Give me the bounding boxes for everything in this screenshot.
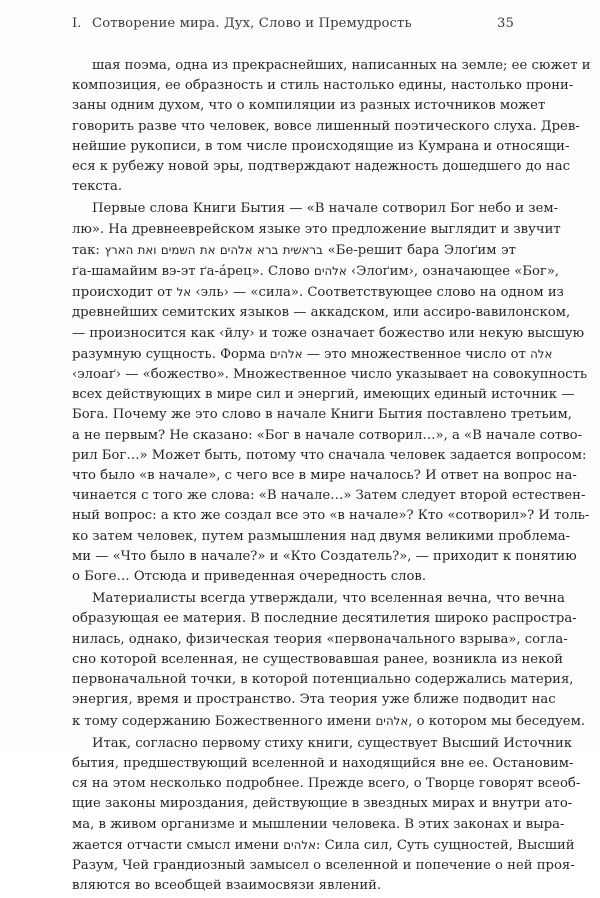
text-line: вляются во всеобщей взаимосвязи явлений. (72, 878, 382, 894)
text-line: так: בראשית ברא אלהים את השמים ואת הארץ «Бе-решит бара Элоґим эт (72, 242, 516, 258)
text-line: говорить разве что человек, вовсе лишенный поэтического слуха. Древ- (72, 118, 580, 134)
text-line: ко затем человек, путем размышления над двумя великими проблема- (72, 528, 571, 544)
text-line: щие законы мироздания, действующие в звездных мирах и внутри ато- (72, 796, 573, 812)
text-line: образующая ее материя. В последние десятилетия широко распростра- (72, 611, 577, 627)
paragraph (72, 734, 581, 897)
text-line: энергия, время и пространство. Эта теория уже ближе подводит нас (72, 692, 556, 708)
text-line: ся на этом несколько подробнее. Прежде всего, о Творце говорят всеоб- (72, 776, 581, 792)
paragraph (72, 589, 586, 731)
text-line: происходит от אל ‹эль› — «сила». Соответствующее слово на одном из (72, 285, 564, 301)
text-line: Разум, Чей грандиозный замысел о вселенной и попечение о ней проя- (72, 857, 575, 873)
text-line: жается отчасти смысл имени אלהים: Сила сил, Суть сущностей, Высший (72, 837, 575, 853)
text-line: а не первым? Не сказано: «Бог в начале сотворил…», а «В начале сотво- (72, 427, 583, 443)
text-line: о Боге… Отсюда и приведенная очередность слов. (72, 569, 427, 585)
paragraph (72, 199, 590, 587)
text-line: сно которой вселенная, не существовавшая ранее, возникла из некой (72, 651, 564, 667)
text-line: текста. (72, 179, 123, 195)
body-text (72, 56, 591, 898)
chapter-number: I. (72, 16, 82, 31)
text-line: Первые слова Книги Бытия — «В начале сотворил Бог небо и зем- (92, 201, 559, 217)
text-line: заны одним духом, что о компиляции из разных источников может (72, 98, 546, 114)
text-line: шая поэма, одна из прекраснейших, написанных на земле; ее сюжет и (92, 58, 591, 73)
text-line: композиция, ее образность и стиль настолько едины, настолько прони- (72, 78, 574, 94)
chapter-title: Сотворение мира. Дух, Слово и Премудрость (92, 16, 412, 31)
text-line: первоначальной точки, в которой потенциально содержались материя, (72, 672, 574, 688)
text-line: всех действующих в мире сил и энергий, имеющих единый источник — (72, 387, 575, 403)
text-line: — произносится как ‹йлу› и тоже означает божество или некую высшую (72, 325, 585, 341)
text-line: лю». На древнееврейском языке это предложение выглядит и звучит (72, 221, 561, 237)
text-line: ґа-шамайим вэ-эт ґа-áрец». Слово אלהים ‹Элоґим›, означающее «Бог», (72, 264, 560, 280)
text-line: к тому содержанию Божественного имени אלהים, о котором мы беседуем. (72, 713, 586, 729)
text-line: древнейших семитских языков — аккадском, или ассиро-вавилонском, (72, 305, 571, 321)
text-line: еся к рубежу новой эры, подтверждают надежность дошедшего до нас (72, 159, 570, 175)
text-line: ми — «Что было в начале?» и «Кто Создатель?», — приходит к понятию (72, 548, 577, 564)
text-line: нилась, однако, физическая теория «первоначального взрыва», согла- (72, 631, 568, 647)
text-line: что было «в начале», с чего все в мире началось? И ответ на вопрос на- (72, 468, 577, 484)
text-line: Итак, согласно первому стиху книги, существует Высший Источник (92, 735, 573, 751)
running-head (72, 16, 514, 34)
text-line: Бога. Почему же это слово в начале Книги Бытия поставлено третьим, (72, 407, 572, 423)
text-line: чинается с того же слова: «В начале…» Затем следует второй естествен- (72, 488, 586, 504)
text-line: нейшие рукописи, в том числе происходящие из Кумрана и относящи- (72, 138, 570, 154)
text-line: ма, в живом организме и мышлении человека. В этих законах и выра- (72, 816, 565, 832)
text-line: рил Бог…» Может быть, потому что сначала человек задается вопросом: (72, 447, 587, 463)
chapter-heading (72, 16, 412, 31)
page-number: 35 (497, 16, 514, 31)
text-line: ный вопрос: а кто же создал все это «в начале»? Кто «сотворил»? И толь- (72, 508, 590, 524)
text-line: бытия, предшествующий вселенной и находящийся вне ее. Остановим- (72, 755, 574, 771)
text-line: ‹элоаґ› — «божество». Множественное число указывает на совокупность (72, 367, 588, 383)
paragraph (72, 56, 591, 197)
text-line: Материалисты всегда утверждали, что вселенная вечна, что вечна (92, 591, 565, 607)
text-line: разумную сущность. Форма אלהים — это множественное число от אלה (72, 346, 553, 362)
